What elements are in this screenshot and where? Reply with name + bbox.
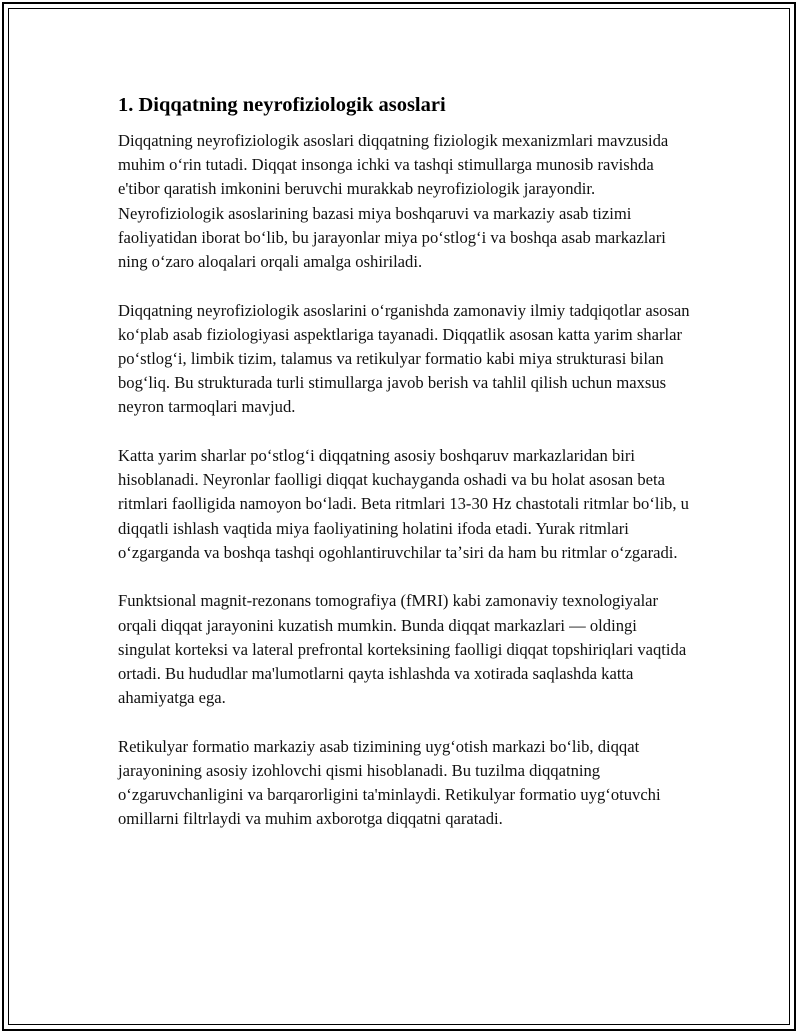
paragraph-5: Retikulyar formatio markaziy asab tizimining uygʻotish markazi boʻlib, diqqat jarayonining asosiy izohlovchi qismi hisoblanadi. Bu tuzilma diqqatning oʻzgaruvchanligini va barqarorligini ta'minlaydi. Retikulyar formatio uygʻotuvchi omillarni filtrlaydi va muhim axborotga diqqatni qaratadi. bbox=[118, 736, 661, 829]
paragraph-2: Diqqatning neyrofiziologik asoslarini oʻrganishda zamonaviy ilmiy tadqiqotlar asosan koʻplab asab fiziologiyasi aspektlariga tayanadi. Diqqatlik asosan katta yarim sharlar poʻstlogʻi, limbik tizim, talamus va retikulyar formatio kabi miya strukturasi bilan bogʻliq. Bu strukturada turli stimullarga javob berish va tahlil qilish uchun maxsus neyron tarmoqlari mavjud. bbox=[118, 300, 690, 417]
paragraph-3: Katta yarim sharlar poʻstlogʻi diqqatning asosiy boshqaruv markazlaridan biri hisoblanadi. Neyronlar faolligi diqqat kuchayganda oshadi va bu holat asosan beta ritmlari faolligida namoyon boʻladi. Beta ritmlari 13-30 Hz chastotali ritmlar boʻlib, u diqqatli ishlash vaqtida miya faoliyatining holatini ifoda etadi. Yurak ritmlari oʻzgarganda va boshqa tashqi ogohlantiruvchilar taʼsiri da ham bu ritmlar oʻzgaradi. bbox=[118, 446, 689, 562]
document-body bbox=[118, 92, 690, 856]
section-heading: 1. Diqqatning neyrofiziologik asoslari bbox=[118, 94, 446, 116]
paragraph-4: Funktsional magnit-rezonans tomografiya (fMRI) kabi zamonaviy texnologiyalar orqali diqqat jarayonini kuzatish mumkin. Bunda diqqat markazlari — oldingi singulat korteksi va lateral prefrontal korteksining faolligi diqqat topshiriqlari vaqtida ortadi. Bu hududlar ma'lumotlarni qayta ishlashda va xotirada saqlashda katta ahamiyatga ega. bbox=[118, 591, 687, 708]
paragraph-1: Diqqatning neyrofiziologik asoslari diqqatning fiziologik mexanizmlari mavzusida muhim oʻrin tutadi. Diqqat insonga ichki va tashqi stimullarga munosib ravishda e'tibor qaratish imkonini beruvchi murakkab neyrofiziologik jarayondir. Neyrofiziologik asoslarining bazasi miya boshqaruvi va markaziy asab tizimi faoliyatidan iborat boʻlib, bu jarayonlar miya poʻstlogʻi va boshqa asab markazlari ning oʻzaro aloqalari orqali amalga oshiriladi. bbox=[118, 131, 669, 272]
